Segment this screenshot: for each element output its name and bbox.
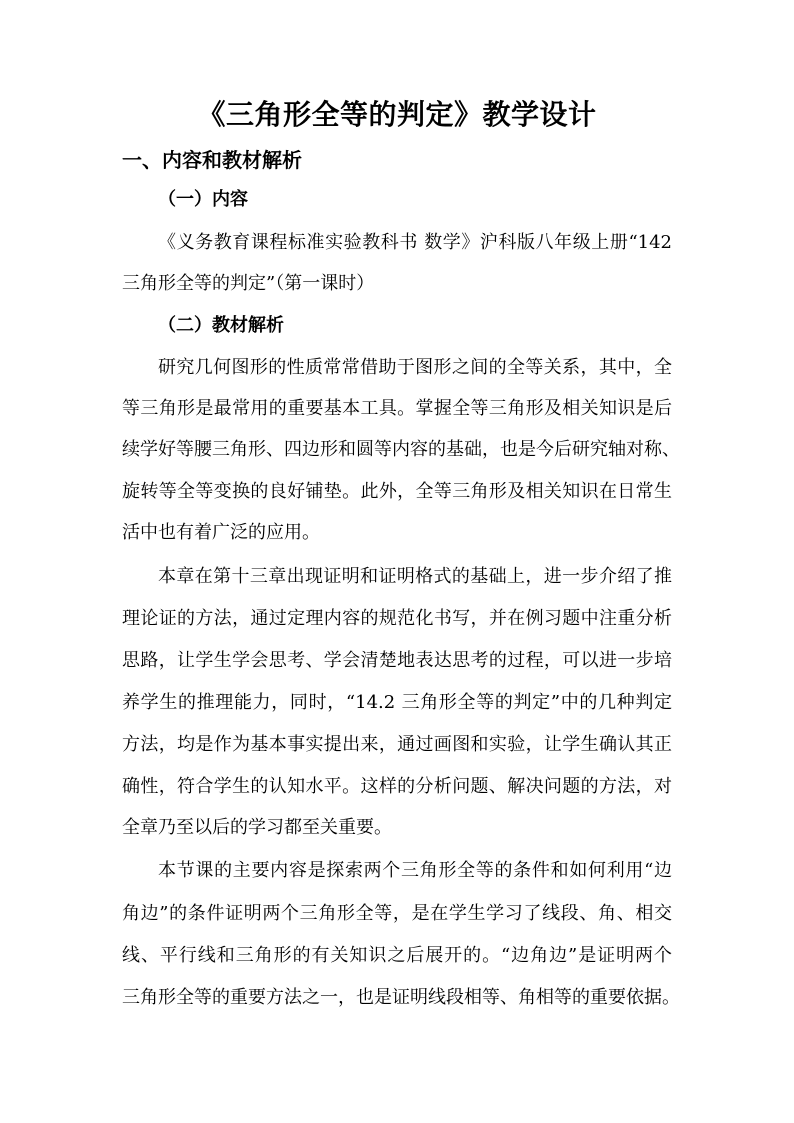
paragraph-line: 本章在第十三章出现证明和证明格式的基础上，进一步介绍了推 [158,566,672,587]
paragraph-line: 线、平行线和三角形的有关知识之后展开的。“边角边”是证明两个 [122,945,672,966]
paragraph-line: 等三角形是最常用的重要基本工具。掌握全等三角形及相关知识是后 [122,398,672,419]
subsection-heading-analysis: （二）教材解析 [158,315,284,336]
document-title: 《三角形全等的判定》教学设计 [197,98,597,131]
paragraph-line: 研究几何图形的性质常常借助于图形之间的全等关系，其中，全 [158,357,672,378]
paragraph-line: 三角形全等的重要方法之一，也是证明线段相等、角相等的重要依据。 [122,987,680,1008]
section-heading: 一、内容和教材解析 [122,148,302,172]
paragraph-line: 养学生的推理能力，同时，“14.2 三角形全等的判定”中的几种判定 [122,692,672,713]
content-line: 《义务教育课程标准实验教科书 数学》沪科版八年级上册“142 [158,232,672,253]
paragraph-line: 本节课的主要内容是探索两个三角形全等的条件和如何利用“边 [158,860,672,881]
paragraph-line: 续学好等腰三角形、四边形和圆等内容的基础，也是今后研究轴对称、 [122,439,680,460]
paragraph-line: 确性，符合学生的认知水平。这样的分析问题、解决问题的方法，对 [122,776,672,797]
paragraph-line: 方法，均是作为基本事实提出来，通过画图和实验，让学生确认其正 [122,734,672,755]
paragraph-line: 全章乃至以后的学习都至关重要。 [122,817,392,838]
paragraph-line: 活中也有着广泛的应用。 [122,522,320,543]
paragraph-line: 理论证的方法，通过定理内容的规范化书写，并在例习题中注重分析 [122,608,672,629]
paragraph-line: 旋转等全等变换的良好铺垫。此外，全等三角形及相关知识在日常生 [122,481,672,502]
content-line: 三角形全等的判定”（第一课时） [122,273,375,294]
paragraph-line: 思路，让学生学会思考、学会清楚地表达思考的过程，可以进一步培 [122,650,672,671]
paragraph-line: 角边”的条件证明两个三角形全等，是在学生学习了线段、角、相交 [122,903,672,924]
subsection-heading-content: （一）内容 [158,189,248,210]
